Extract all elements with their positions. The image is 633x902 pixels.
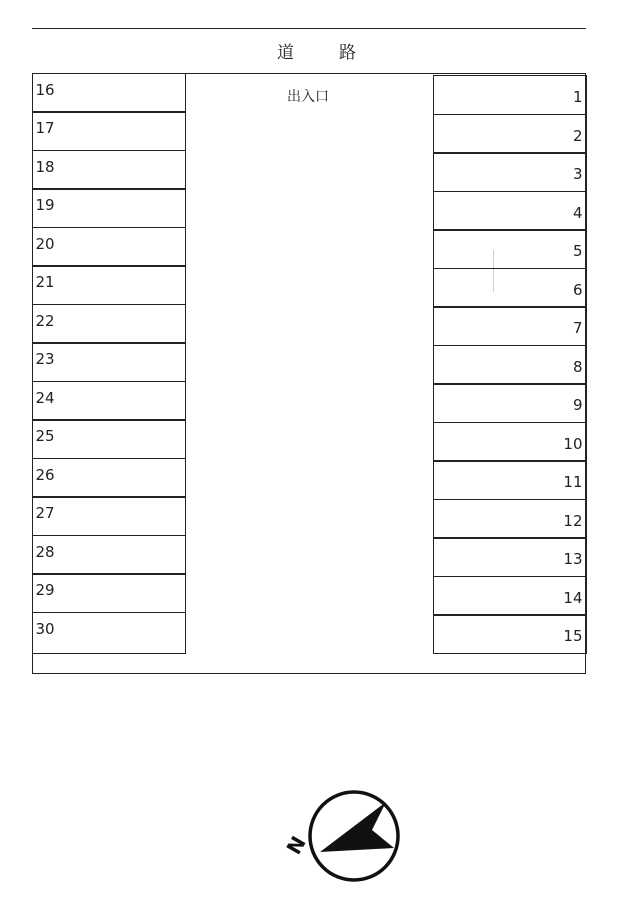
north-label: N — [282, 831, 311, 859]
parking-space — [32, 150, 186, 190]
space-number: 8 — [572, 357, 583, 376]
space-number: 17 — [35, 119, 55, 137]
parking-space — [32, 188, 186, 228]
north-compass-icon — [282, 786, 406, 886]
space-number: 24 — [35, 388, 55, 407]
space-number: 5 — [572, 242, 583, 260]
space-number: 22 — [35, 311, 55, 330]
parking-space — [433, 75, 587, 115]
space-number: 9 — [572, 396, 583, 414]
space-number: 7 — [572, 319, 583, 337]
parking-space — [32, 612, 186, 654]
space-number: 30 — [35, 619, 55, 638]
parking-space — [433, 268, 587, 308]
parking-space — [32, 496, 186, 536]
parking-space — [433, 537, 587, 577]
parking-space — [433, 306, 587, 346]
space-number: 11 — [563, 473, 583, 491]
parking-space — [433, 114, 587, 154]
parking-space — [433, 229, 587, 269]
space-number: 20 — [35, 234, 55, 253]
parking-space — [433, 422, 587, 462]
road-boundary-line — [32, 28, 586, 29]
space-number: 26 — [35, 465, 55, 484]
space-number: 4 — [572, 203, 583, 222]
parking-space — [32, 381, 186, 421]
parking-space — [433, 383, 587, 423]
right-space-column — [433, 75, 587, 654]
space-number: 27 — [35, 504, 55, 522]
space-number: 16 — [35, 80, 55, 99]
parking-space — [433, 345, 587, 385]
parking-space — [32, 535, 186, 575]
parking-space — [32, 573, 186, 613]
road-label: 道 路 — [277, 43, 370, 63]
space-number: 18 — [35, 157, 55, 176]
parking-space — [32, 304, 186, 344]
parking-space — [32, 227, 186, 267]
space-number: 15 — [563, 627, 583, 645]
space-number: 12 — [563, 511, 583, 530]
parking-space — [32, 419, 186, 459]
parking-space — [433, 460, 587, 500]
parking-space — [32, 73, 186, 113]
space-number: 3 — [572, 165, 583, 183]
parking-space — [32, 342, 186, 382]
entrance-label: 出入口 — [287, 89, 329, 105]
space-number: 6 — [572, 280, 583, 299]
compass-needle — [320, 802, 394, 852]
parking-space — [433, 576, 587, 616]
space-number: 21 — [35, 273, 55, 291]
space-number: 10 — [563, 434, 583, 453]
left-space-column — [32, 73, 186, 654]
space-number: 29 — [35, 581, 55, 599]
space-number: 25 — [35, 427, 55, 445]
space-number: 14 — [563, 588, 583, 607]
space-number: 23 — [35, 350, 55, 368]
parking-lot — [32, 73, 586, 674]
space-number: 13 — [563, 550, 583, 568]
space-number: 2 — [572, 126, 583, 145]
parking-space — [433, 614, 587, 654]
space-number: 19 — [35, 196, 55, 214]
parking-space — [32, 265, 186, 305]
parking-space — [32, 458, 186, 498]
parking-space — [433, 152, 587, 192]
parking-space — [433, 191, 587, 231]
space-number: 28 — [35, 542, 55, 561]
space-number: 1 — [572, 88, 583, 106]
parking-space — [32, 111, 186, 151]
parking-space — [433, 499, 587, 539]
